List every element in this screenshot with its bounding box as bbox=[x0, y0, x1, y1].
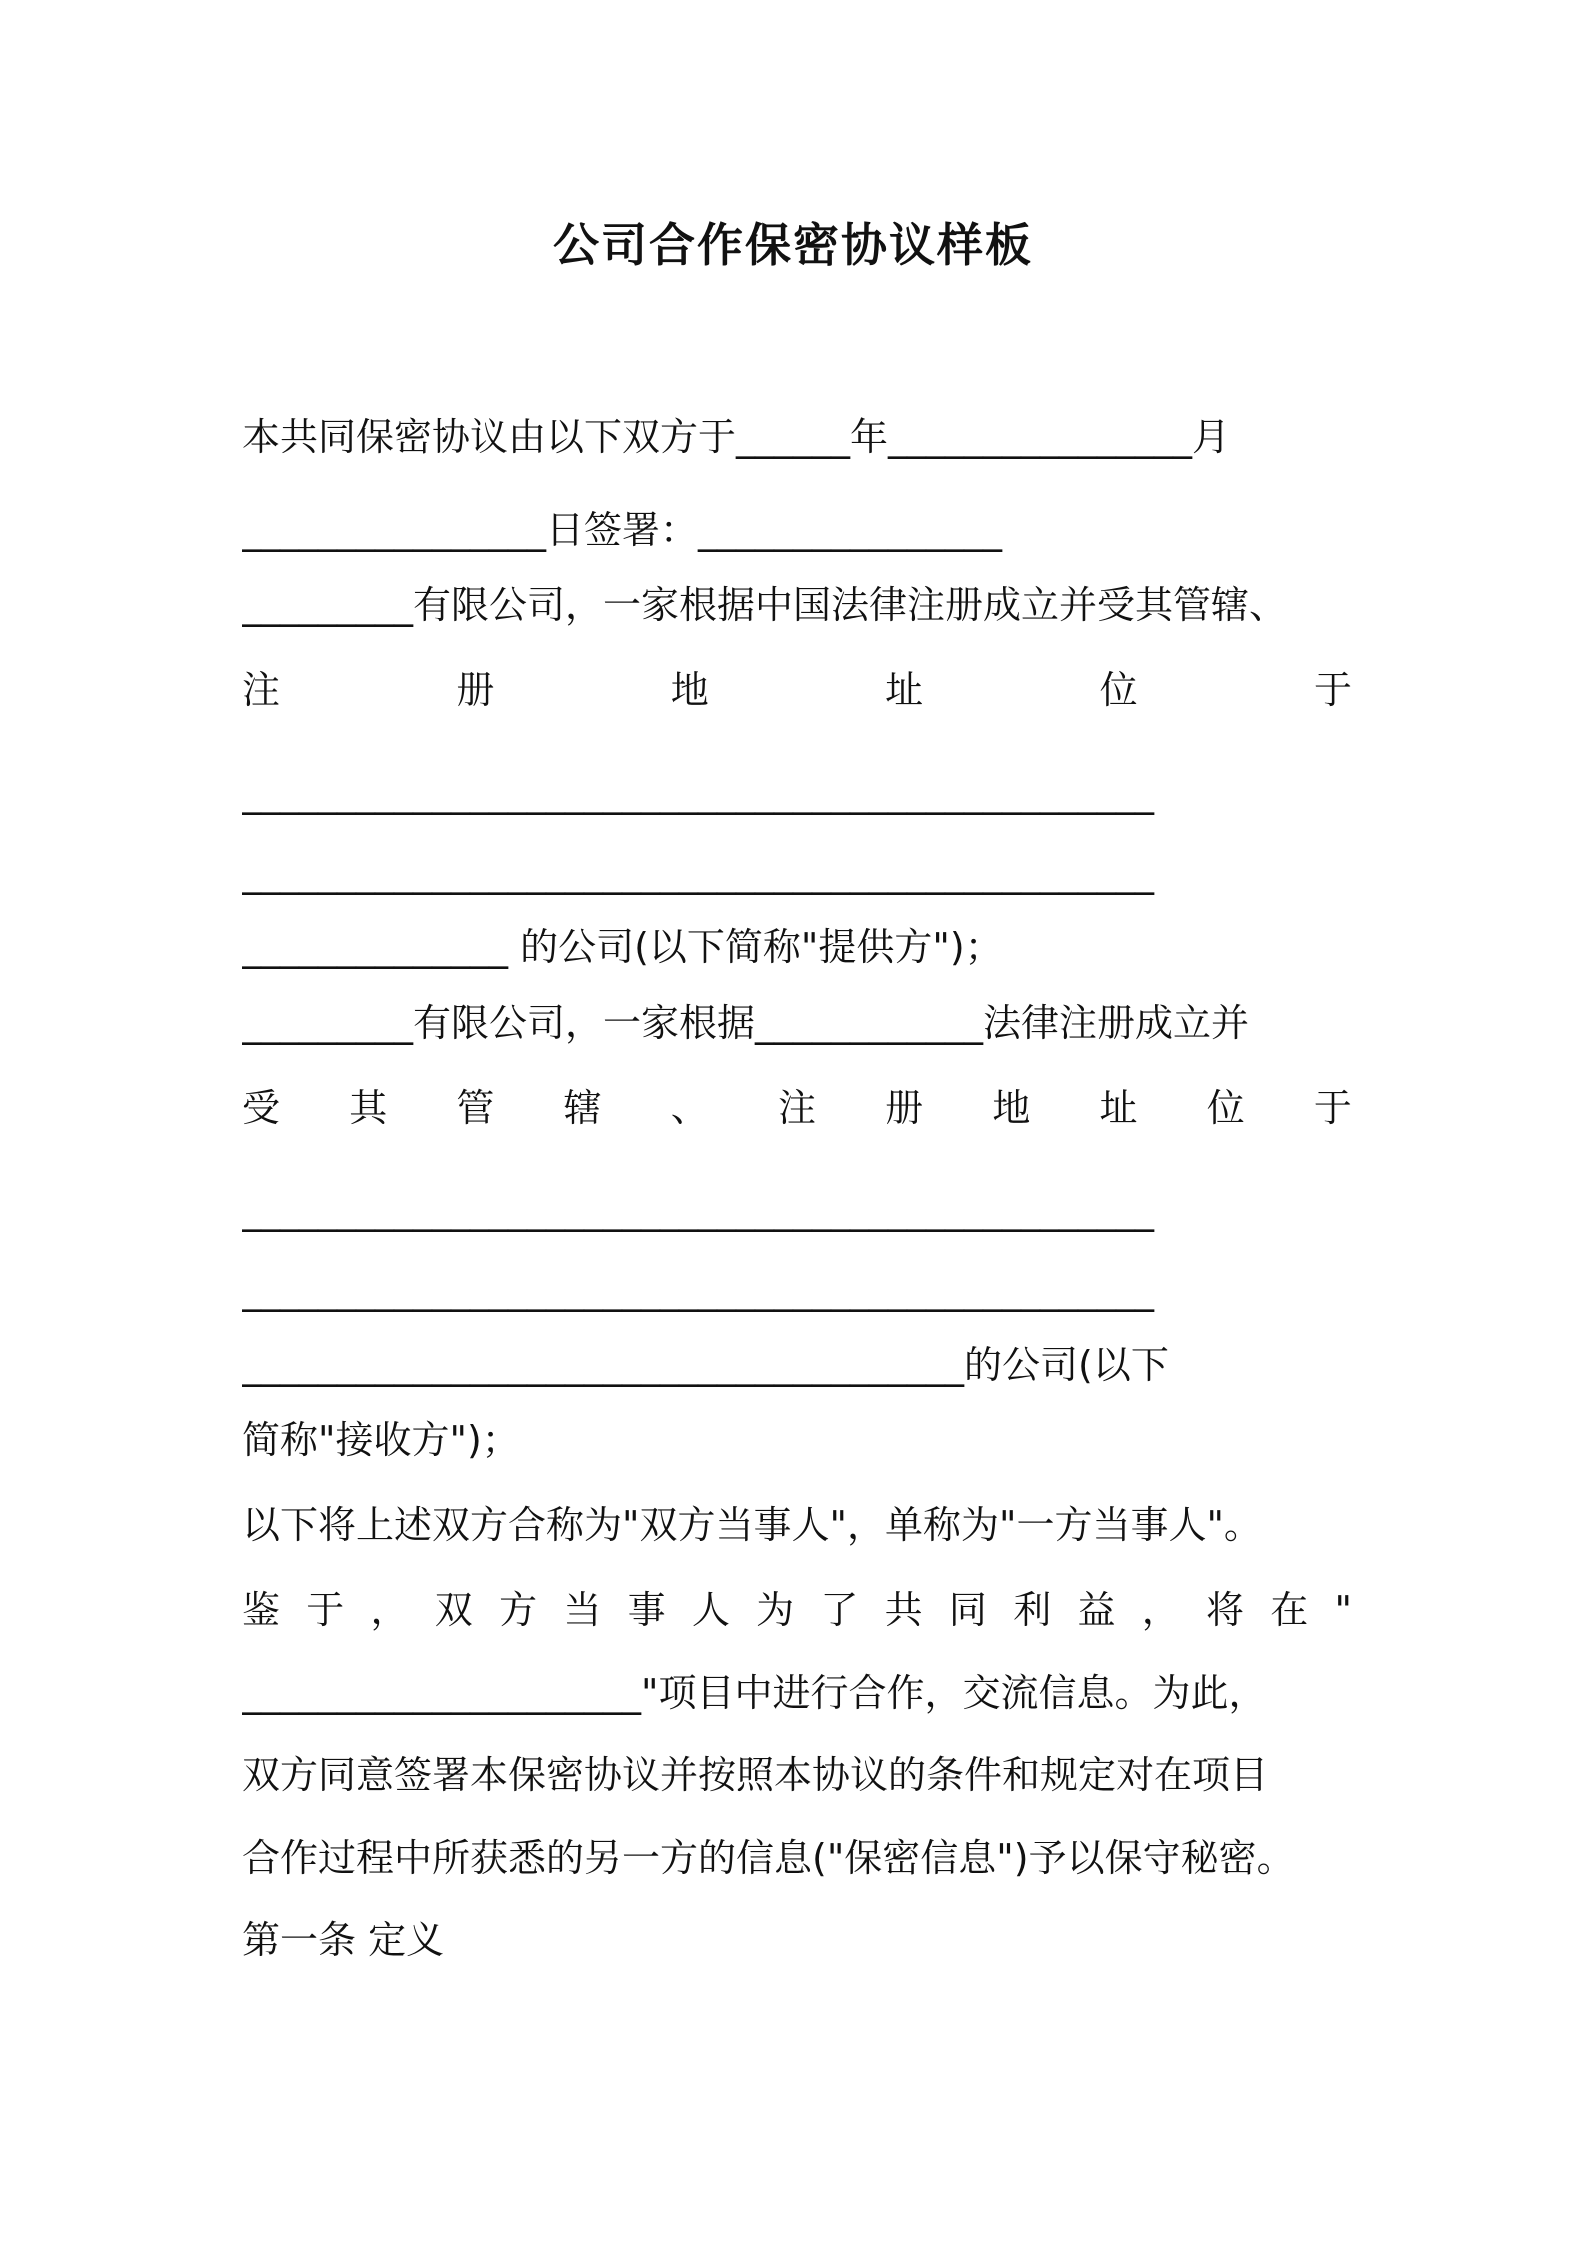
char: 鉴 bbox=[242, 1588, 281, 1632]
blank-line: ________________________________________________ bbox=[242, 771, 1154, 815]
paragraph-line: _________有限公司，一家根据中国法律注册成立并受其管辖、 bbox=[242, 583, 1288, 627]
char: 双 bbox=[434, 1588, 473, 1632]
char: 位 bbox=[1206, 1086, 1245, 1130]
char: 辖 bbox=[563, 1086, 602, 1130]
paragraph-line: _____________________"项目中进行合作，交流信息。为此， bbox=[242, 1671, 1267, 1715]
char: 利 bbox=[1013, 1588, 1052, 1632]
char: 管 bbox=[456, 1086, 495, 1130]
char: 其 bbox=[349, 1086, 388, 1130]
char: 注 bbox=[242, 668, 281, 712]
char: 注 bbox=[777, 1086, 816, 1130]
paragraph-line: 双方同意签署本保密协议并按照本协议的条件和规定对在项目 bbox=[242, 1753, 1269, 1797]
char: 地 bbox=[992, 1086, 1031, 1130]
blank-line: ________________________________________________ bbox=[242, 1188, 1154, 1232]
paragraph-line: ______________ 的公司(以下简称"提供方")； bbox=[242, 925, 1003, 969]
paragraph-line-justified bbox=[242, 1083, 1352, 1133]
char: 了 bbox=[820, 1588, 859, 1632]
paragraph-line: 以下将上述双方合称为"双方当事人"，单称为"一方当事人"。 bbox=[242, 1503, 1262, 1547]
section-heading: 第一条 定义 bbox=[242, 1918, 445, 1962]
paragraph-line-justified bbox=[242, 665, 1352, 715]
char: 址 bbox=[885, 668, 924, 712]
char: ， bbox=[1141, 1588, 1180, 1632]
char: 于 bbox=[1313, 668, 1352, 712]
paragraph-line: ______________________________________的公司(以下 bbox=[242, 1343, 1169, 1387]
char: 人 bbox=[691, 1588, 730, 1632]
blank-line: ________________________________________________ bbox=[242, 851, 1154, 895]
paragraph-line: 简称"接收方")； bbox=[242, 1418, 520, 1462]
char: 册 bbox=[885, 1086, 924, 1130]
char: 址 bbox=[1099, 1086, 1138, 1130]
char: 为 bbox=[756, 1588, 795, 1632]
blank-line: ________________________________________________ bbox=[242, 1268, 1154, 1312]
char: 位 bbox=[1099, 668, 1138, 712]
paragraph-line: 本共同保密协议由以下双方于______年________________月 bbox=[242, 415, 1231, 459]
char: 地 bbox=[670, 668, 709, 712]
char: 事 bbox=[627, 1588, 666, 1632]
paragraph-line: _________有限公司，一家根据____________法律注册成立并 bbox=[242, 1001, 1250, 1045]
paragraph-line-justified bbox=[242, 1585, 1352, 1635]
char: 方 bbox=[499, 1588, 538, 1632]
char: 共 bbox=[884, 1588, 923, 1632]
paragraph-line: 合作过程中所获悉的另一方的信息("保密信息")予以保守秘密。 bbox=[242, 1836, 1295, 1880]
char: 受 bbox=[242, 1086, 281, 1130]
paragraph-line: ________________日签署：________________ bbox=[242, 508, 1003, 552]
char: 益 bbox=[1077, 1588, 1116, 1632]
char: 同 bbox=[948, 1588, 987, 1632]
char: 、 bbox=[670, 1086, 709, 1130]
char: 于 bbox=[1313, 1086, 1352, 1130]
char: 当 bbox=[563, 1588, 602, 1632]
char: 在 bbox=[1270, 1588, 1309, 1632]
document-title: 公司合作保密协议样板 bbox=[553, 218, 1033, 272]
char: ， bbox=[370, 1588, 409, 1632]
char: 册 bbox=[456, 668, 495, 712]
char: 于 bbox=[306, 1588, 345, 1632]
char: " bbox=[1334, 1588, 1352, 1632]
char: 将 bbox=[1205, 1588, 1244, 1632]
